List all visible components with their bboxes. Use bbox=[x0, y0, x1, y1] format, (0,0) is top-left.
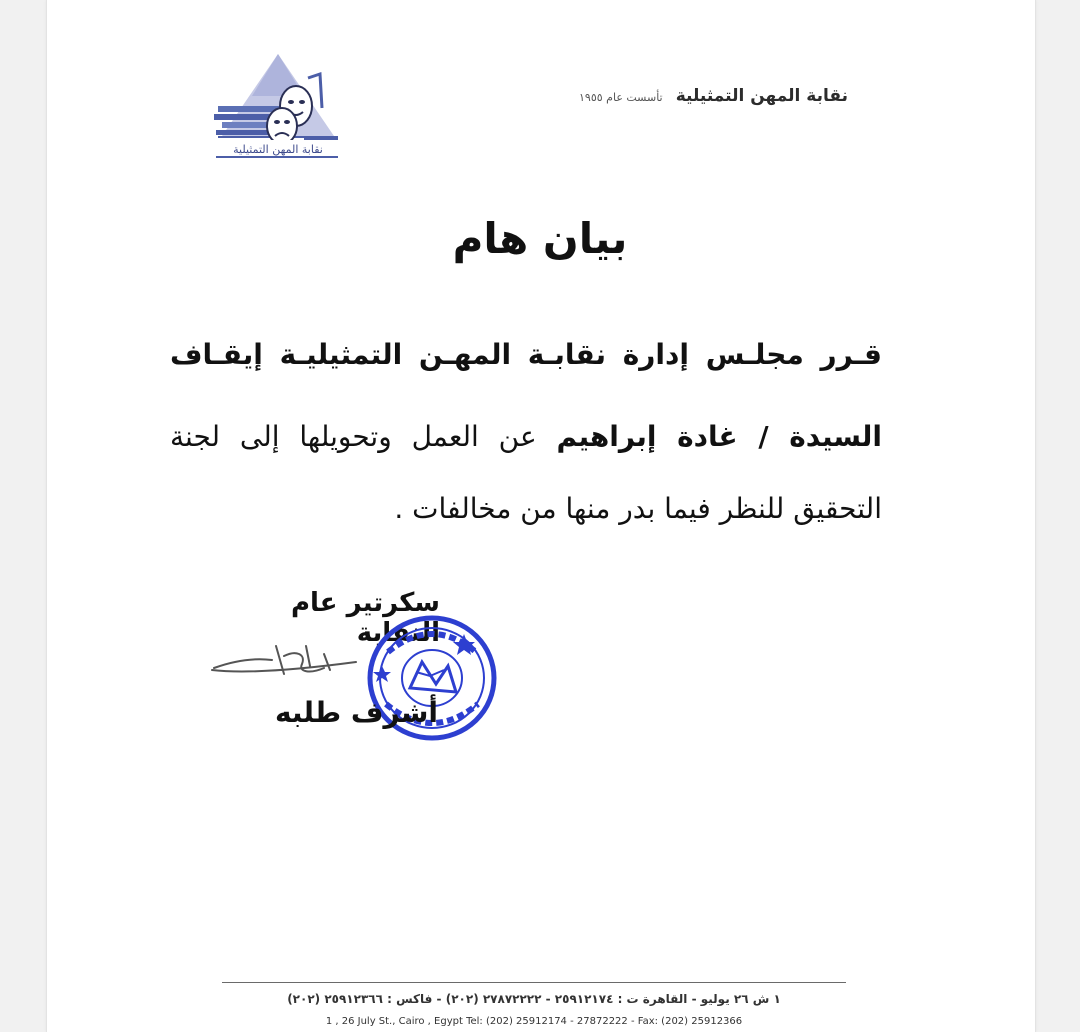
person-name: السيدة / غادة إبراهيم bbox=[556, 420, 882, 453]
statement-line-1: قـرر مجلـس إدارة نقابـة المهـن التمثيليـة إيقـاف bbox=[170, 338, 882, 371]
signatory-name: أشرف طلبه bbox=[274, 696, 438, 729]
statement-line-3: التحقيق للنظر فيما بدر منها من مخالفات . bbox=[394, 492, 882, 525]
footer-divider bbox=[222, 982, 846, 983]
signatory-title: سكرتير عام النقابة bbox=[290, 588, 440, 648]
letterhead bbox=[579, 86, 848, 106]
handwritten-signature bbox=[206, 640, 376, 690]
statement-line-2 bbox=[170, 420, 882, 454]
footer-address-english: 1 , 26 July St., Cairo , Egypt Tel: (202) 25912174 - 27872222 - Fax: (202) 25912366 bbox=[325, 1016, 743, 1027]
logo-caption: نقابة المهن التمثيلية bbox=[233, 143, 323, 156]
established-date: تأسست عام ١٩٥٥ bbox=[579, 91, 663, 104]
org-name: نقابة المهن التمثيلية bbox=[675, 86, 848, 106]
union-logo-icon bbox=[212, 52, 346, 164]
footer-address-arabic: ١ ش ٢٦ يوليو - القاهرة ت : ٢٥٩١٢١٧٤ - ٢٧٨٧٢٢٢٢ (٢٠٢) - فاكس : ٢٥٩١٢٣٦٦ (٢٠٢) bbox=[287, 992, 781, 1006]
statement-line-2-rest: عن العمل وتحويلها إلى لجنة bbox=[170, 420, 537, 453]
statement-title: بيان هام bbox=[452, 214, 628, 263]
